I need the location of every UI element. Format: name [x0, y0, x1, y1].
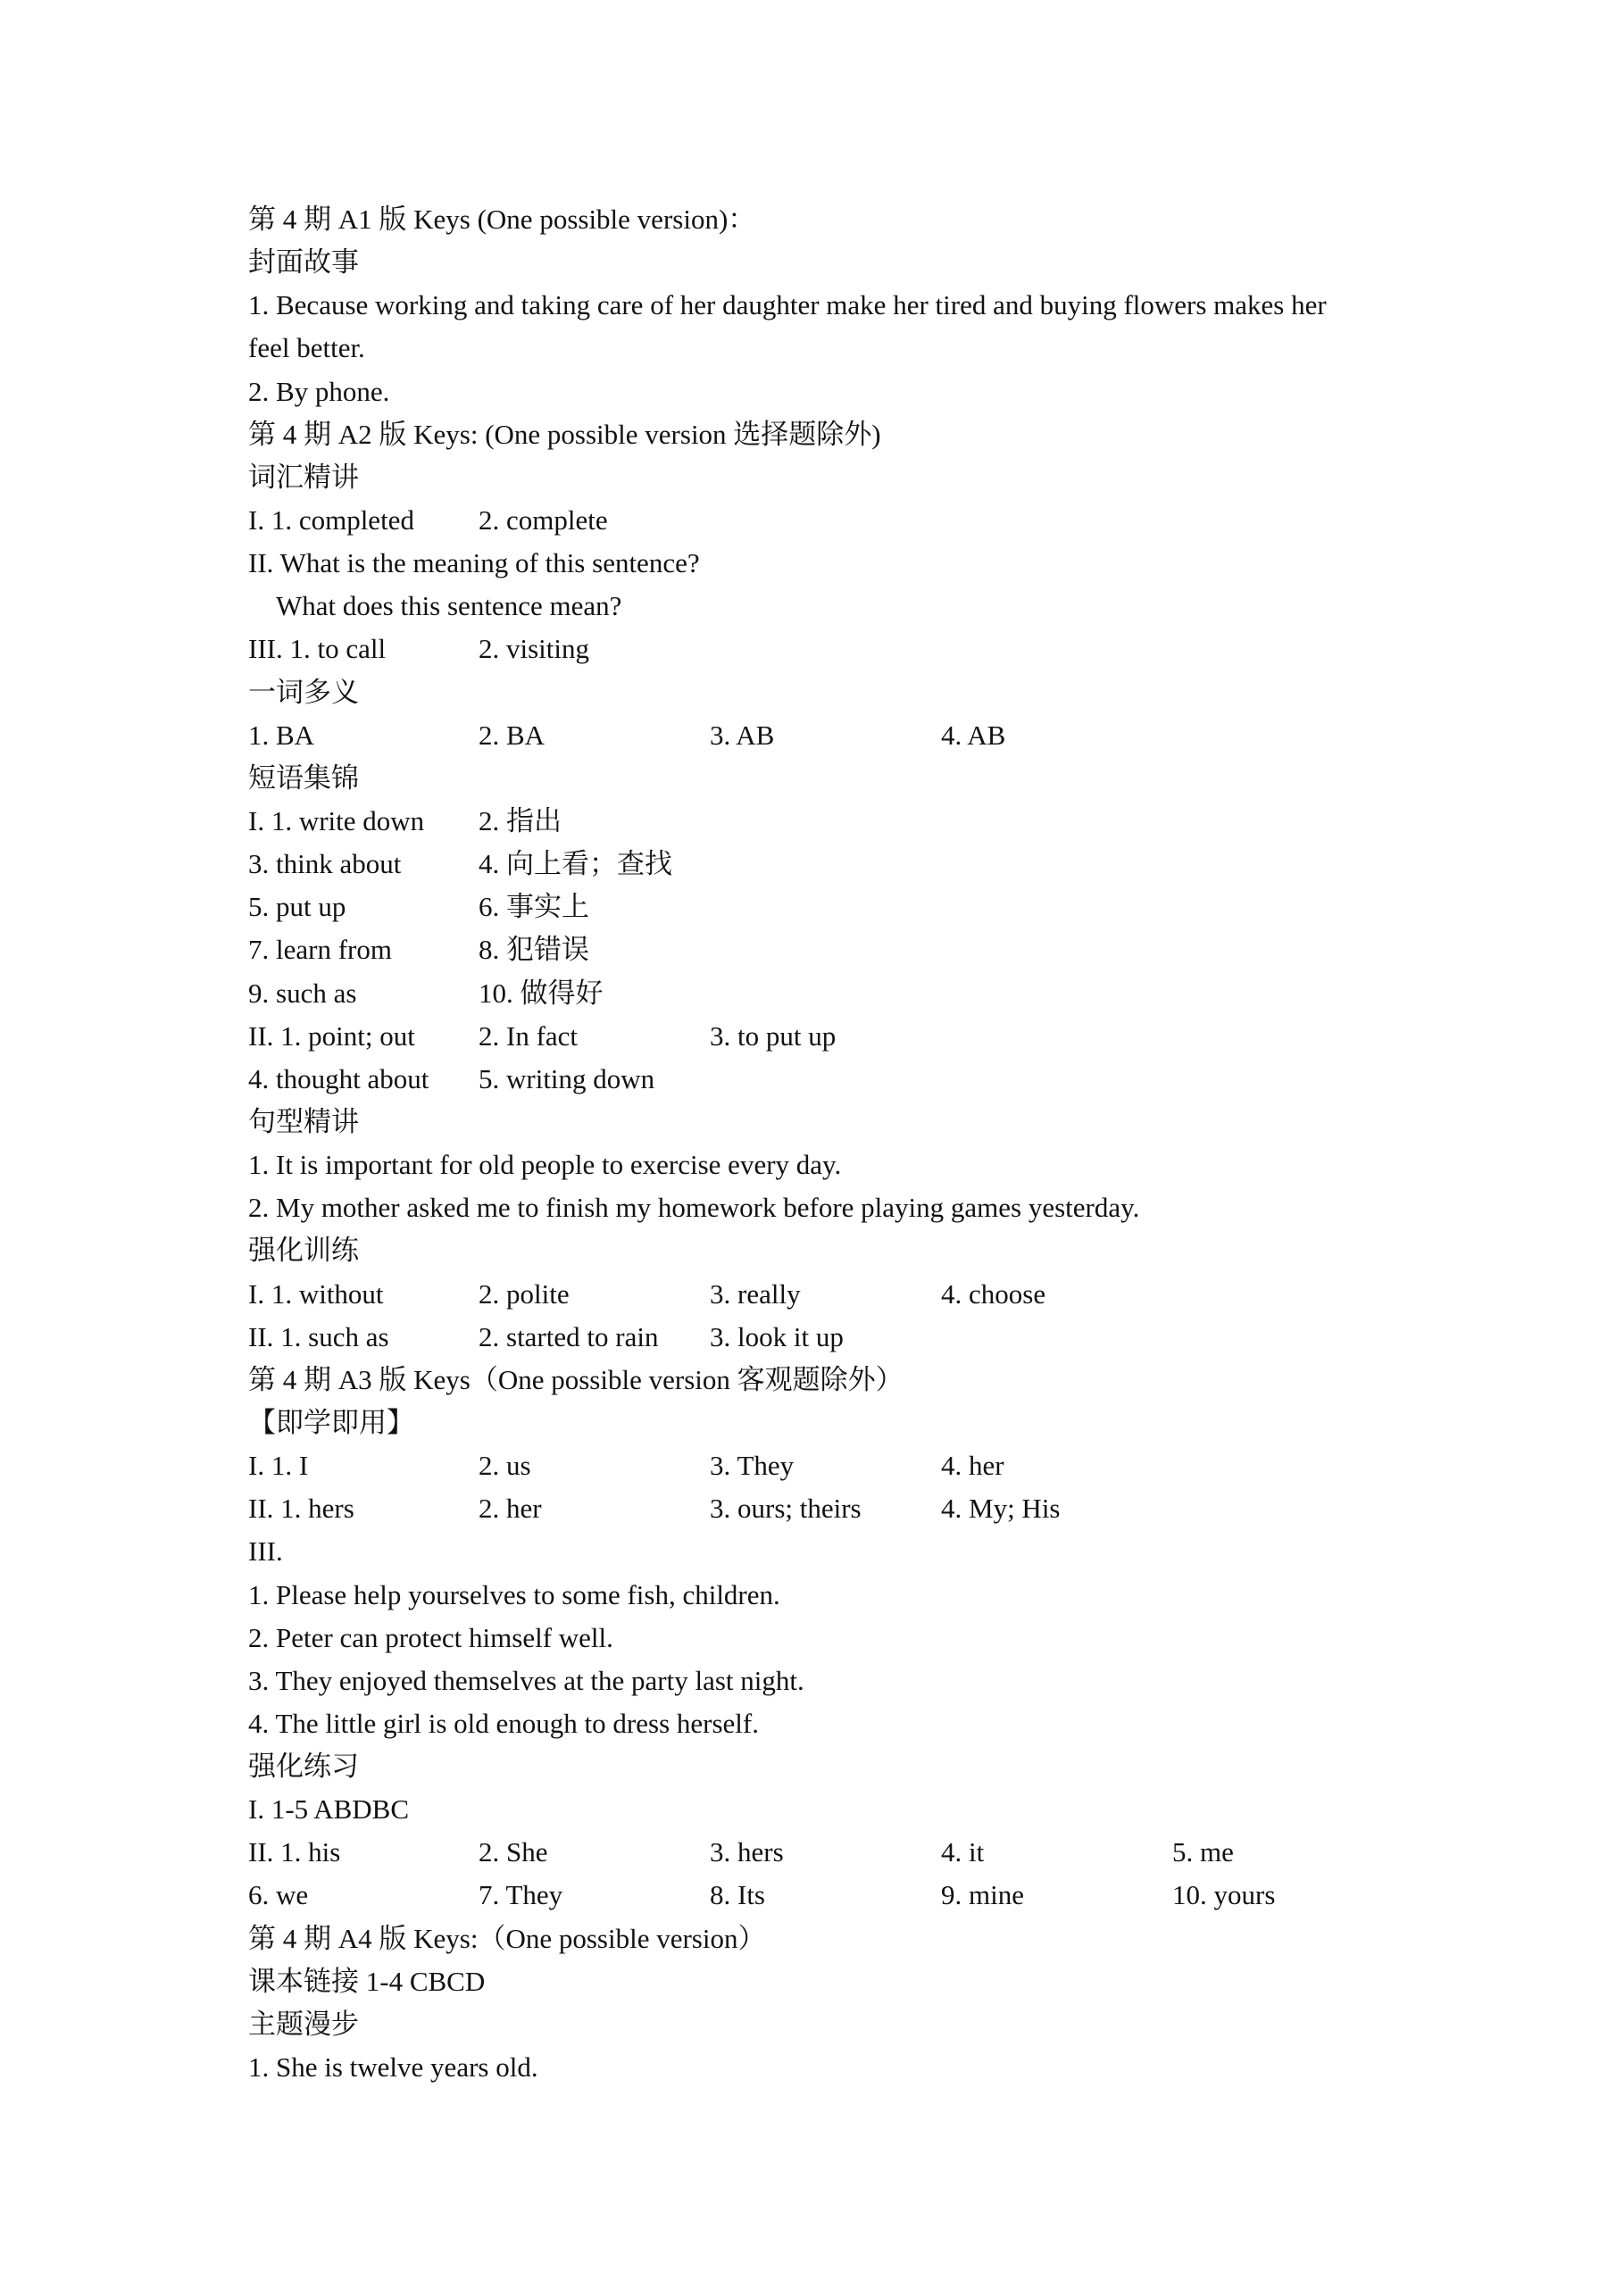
text-line: 1. Because working and taking care of her daughter make her tired and buying flowers makes her [248, 289, 1327, 321]
text-line [248, 972, 1498, 1015]
text-line: 第 4 期 A3 版 Keys（One possible version 客观题除外） [248, 1363, 904, 1395]
answer-cell: 5. writing down [479, 1062, 655, 1094]
answer-cell: 4. thought about [248, 1062, 429, 1094]
text-line: 【即学即用】 [248, 1406, 414, 1438]
answer-cell: 2. In fact [479, 1019, 579, 1052]
answer-cell: 3. They [710, 1450, 795, 1482]
answer-cell: 7. learn from [248, 934, 392, 966]
answer-cell: 3. look it up [710, 1320, 844, 1352]
answer-cell: 3. to put up [710, 1019, 837, 1052]
answer-cell: 10. 做得好 [479, 977, 604, 1009]
text-line: 1. Please help yourselves to some fish, children. [248, 1578, 780, 1610]
text-line: 第 4 期 A1 版 Keys (One possible version)： [248, 204, 756, 235]
text-line [248, 714, 1498, 757]
answer-cell: 6. we [248, 1879, 309, 1911]
text-line: 1. She is twelve years old. [248, 2051, 538, 2084]
text-line: 2. My mother asked me to finish my homework before playing games yesterday. [248, 1192, 1140, 1224]
answer-cell: 2. 指出 [479, 804, 562, 836]
answer-cell: II. 1. hers [248, 1493, 354, 1525]
text-line [248, 1831, 1498, 1874]
answer-cell: 8. Its [710, 1879, 765, 1911]
answer-cell: 2. started to rain [479, 1320, 659, 1352]
text-line: 主题漫步 [248, 2008, 359, 2040]
text-line [248, 1273, 1498, 1316]
text-line: 1. It is important for old people to exercise every day. [248, 1149, 842, 1181]
answer-cell: I. 1. without [248, 1277, 384, 1310]
text-line: 第 4 期 A4 版 Keys:（One possible version） [248, 1922, 766, 1954]
text-line: 强化练习 [248, 1751, 359, 1783]
answer-cell: 2. BA [479, 719, 545, 751]
text-line: 课本链接 1-4 CBCD [248, 1965, 486, 1997]
answer-cell: 9. mine [941, 1879, 1024, 1911]
answer-cell: 4. 向上看；查找 [479, 848, 672, 880]
text-line: feel better. [248, 332, 365, 364]
text-line [248, 1487, 1498, 1530]
answer-cell: I. 1. write down [248, 804, 425, 836]
text-line: 句型精讲 [248, 1105, 359, 1137]
text-line: 3. They enjoyed themselves at the party last night. [248, 1664, 804, 1696]
text-line [248, 800, 1498, 843]
text-line: 第 4 期 A2 版 Keys: (One possible version 选择题除外) [248, 418, 881, 450]
answer-cell: 9. such as [248, 977, 357, 1009]
answer-cell: 2. her [479, 1493, 542, 1525]
text-line: 封面故事 [248, 246, 359, 279]
answer-cell: 4. AB [941, 719, 1006, 751]
answer-cell: 2. She [479, 1836, 548, 1868]
answer-cell: 5. put up [248, 891, 346, 923]
answer-cell: 8. 犯错误 [479, 934, 589, 966]
text-line [248, 1444, 1498, 1487]
text-line [248, 628, 1498, 670]
text-line: What does this sentence mean? [276, 590, 622, 622]
text-line [248, 886, 1498, 928]
answer-cell: 4. it [941, 1836, 985, 1868]
text-line [248, 1874, 1498, 1917]
text-line: 强化训练 [248, 1235, 359, 1267]
text-line [248, 843, 1498, 886]
answer-cell: 3. ours; theirs [710, 1493, 862, 1525]
answer-cell: 7. They [479, 1879, 563, 1911]
text-line: 2. By phone. [248, 375, 390, 407]
answer-cell: 2. visiting [479, 633, 590, 665]
text-line: 4. The little girl is old enough to dress herself. [248, 1707, 759, 1739]
answer-cell: 4. choose [941, 1277, 1046, 1310]
text-line: 词汇精讲 [248, 461, 359, 493]
text-line: 一词多义 [248, 676, 359, 708]
answer-cell: III. 1. to call [248, 633, 387, 665]
text-line [248, 928, 1498, 971]
text-line [248, 1015, 1498, 1058]
answer-cell: I. 1. completed [248, 503, 414, 536]
text-line [248, 1058, 1498, 1101]
answer-cell: I. 1. I [248, 1450, 309, 1482]
answer-cell: 6. 事实上 [479, 891, 589, 923]
answer-cell: 3. AB [710, 719, 775, 751]
answer-cell: 3. think about [248, 848, 402, 880]
text-line: 2. Peter can protect himself well. [248, 1621, 613, 1653]
text-line: II. What is the meaning of this sentence? [248, 547, 700, 579]
answer-cell: II. 1. such as [248, 1320, 389, 1352]
answer-cell: II. 1. point; out [248, 1019, 415, 1052]
text-line [248, 499, 1498, 542]
answer-cell: 2. polite [479, 1277, 570, 1310]
answer-cell: 3. really [710, 1277, 801, 1310]
answer-cell: 4. her [941, 1450, 1004, 1482]
answer-cell: 2. complete [479, 503, 608, 536]
text-line: III. [248, 1535, 283, 1568]
answer-cell: 10. yours [1172, 1879, 1276, 1911]
answer-cell: 2. us [479, 1450, 531, 1482]
answer-cell: 1. BA [248, 719, 315, 751]
answer-cell: 5. me [1172, 1836, 1234, 1868]
answer-cell: 3. hers [710, 1836, 784, 1868]
answer-cell: 4. My; His [941, 1493, 1061, 1525]
text-line: 短语集锦 [248, 761, 359, 794]
text-line [248, 1316, 1498, 1359]
text-line: I. 1-5 ABDBC [248, 1793, 409, 1826]
answer-cell: II. 1. his [248, 1836, 341, 1868]
answer-key-document [248, 198, 1498, 2089]
